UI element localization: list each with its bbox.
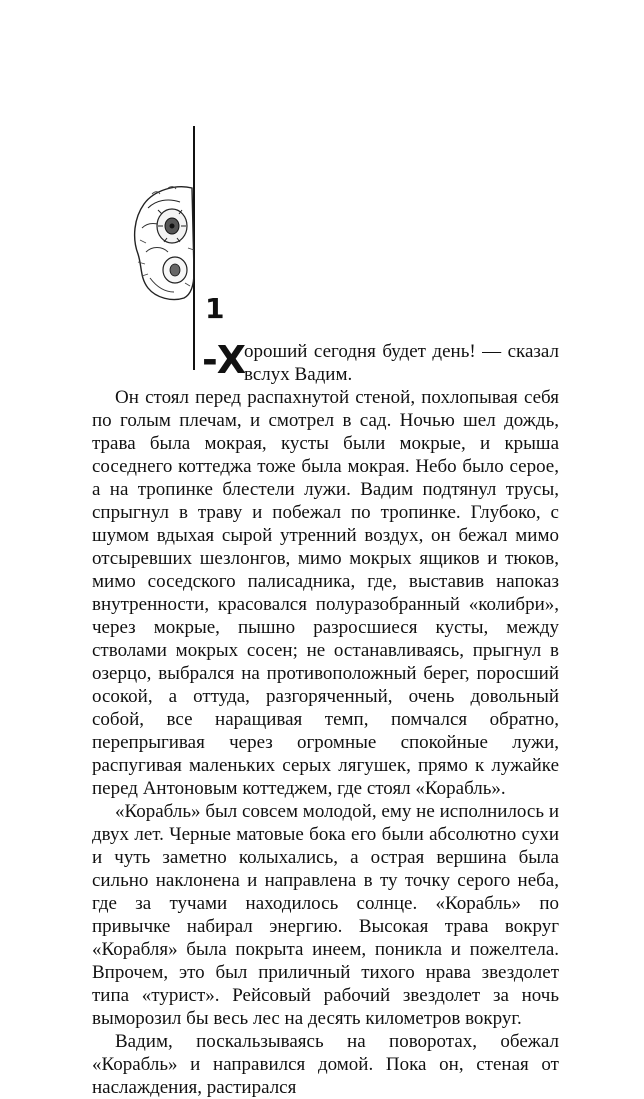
- opening-line-1: ороший сегодня будет день! — сказал: [244, 341, 559, 362]
- body-text: [92, 386, 559, 1099]
- opening-lines: [244, 340, 559, 386]
- drop-cap: -Х: [202, 338, 246, 382]
- paragraph: «Корабль» был совсем молодой, ему не исполнилось и двух лет. Черные матовые бока его были абсолютно сухи и чуть заметно колыхались, а острая вершина была сильно наклонена и направлена в ту точку серого неба, где за тучами находилось солнце. «Корабль» по привычке набирал энергию. Высокая трава вокруг «Корабля» была покрыта инеем, поникла и пожелтела. Впрочем, это был приличный тихого нрава звездолет типа «турист». Рейсовый рабочий звездолет за ночь выморозил бы весь лес на десять километров вокруг.: [92, 801, 559, 1029]
- paragraph: Он стоял перед распахнутой стеной, похлопывая себя по голым плечам, и смотрел в сад. Ночью шел дождь, трава была мокрая, кусты были мокрые, и крыша соседнего коттеджа тоже была мокрая. Небо было серое, а на тропинке блестели лужи. Вадим подтянул трусы, спрыгнул в траву и побежал по тропинке. Глубоко, с шумом вдыхая сырой утренний воздух, он бежал мимо отсыревших шезлонгов, мимо мокрых ящиков и тюков, мимо соседского палисадника, где, выставив напоказ внутренности, красовался полуразобранный «колибри», через мокрые, пышно разросшиеся кусты, между стволами мокрых сосен; не останавливаясь, прыгнул в озерцо, выбрался на противоположный берег, поросший осокой, а оттуда, разгоряченный, очень довольный собой, все наращивая темп, помчался обратно, перепрыгивая через огромные спокойные лужи, распугивая маленьких серых лягушек, прямо к лужайке перед Антоновым коттеджем, где стоял «Корабль».: [92, 387, 559, 799]
- chapter-ornament-illustration: [128, 182, 206, 306]
- paragraph: Вадим, поскальзываясь на поворотах, обежал «Корабль» и направился домой. Пока он, стеная от наслаждения, растирался: [92, 1031, 559, 1098]
- chapter-number: 1: [205, 292, 225, 325]
- opening-line-2: вслух Вадим.: [244, 364, 353, 385]
